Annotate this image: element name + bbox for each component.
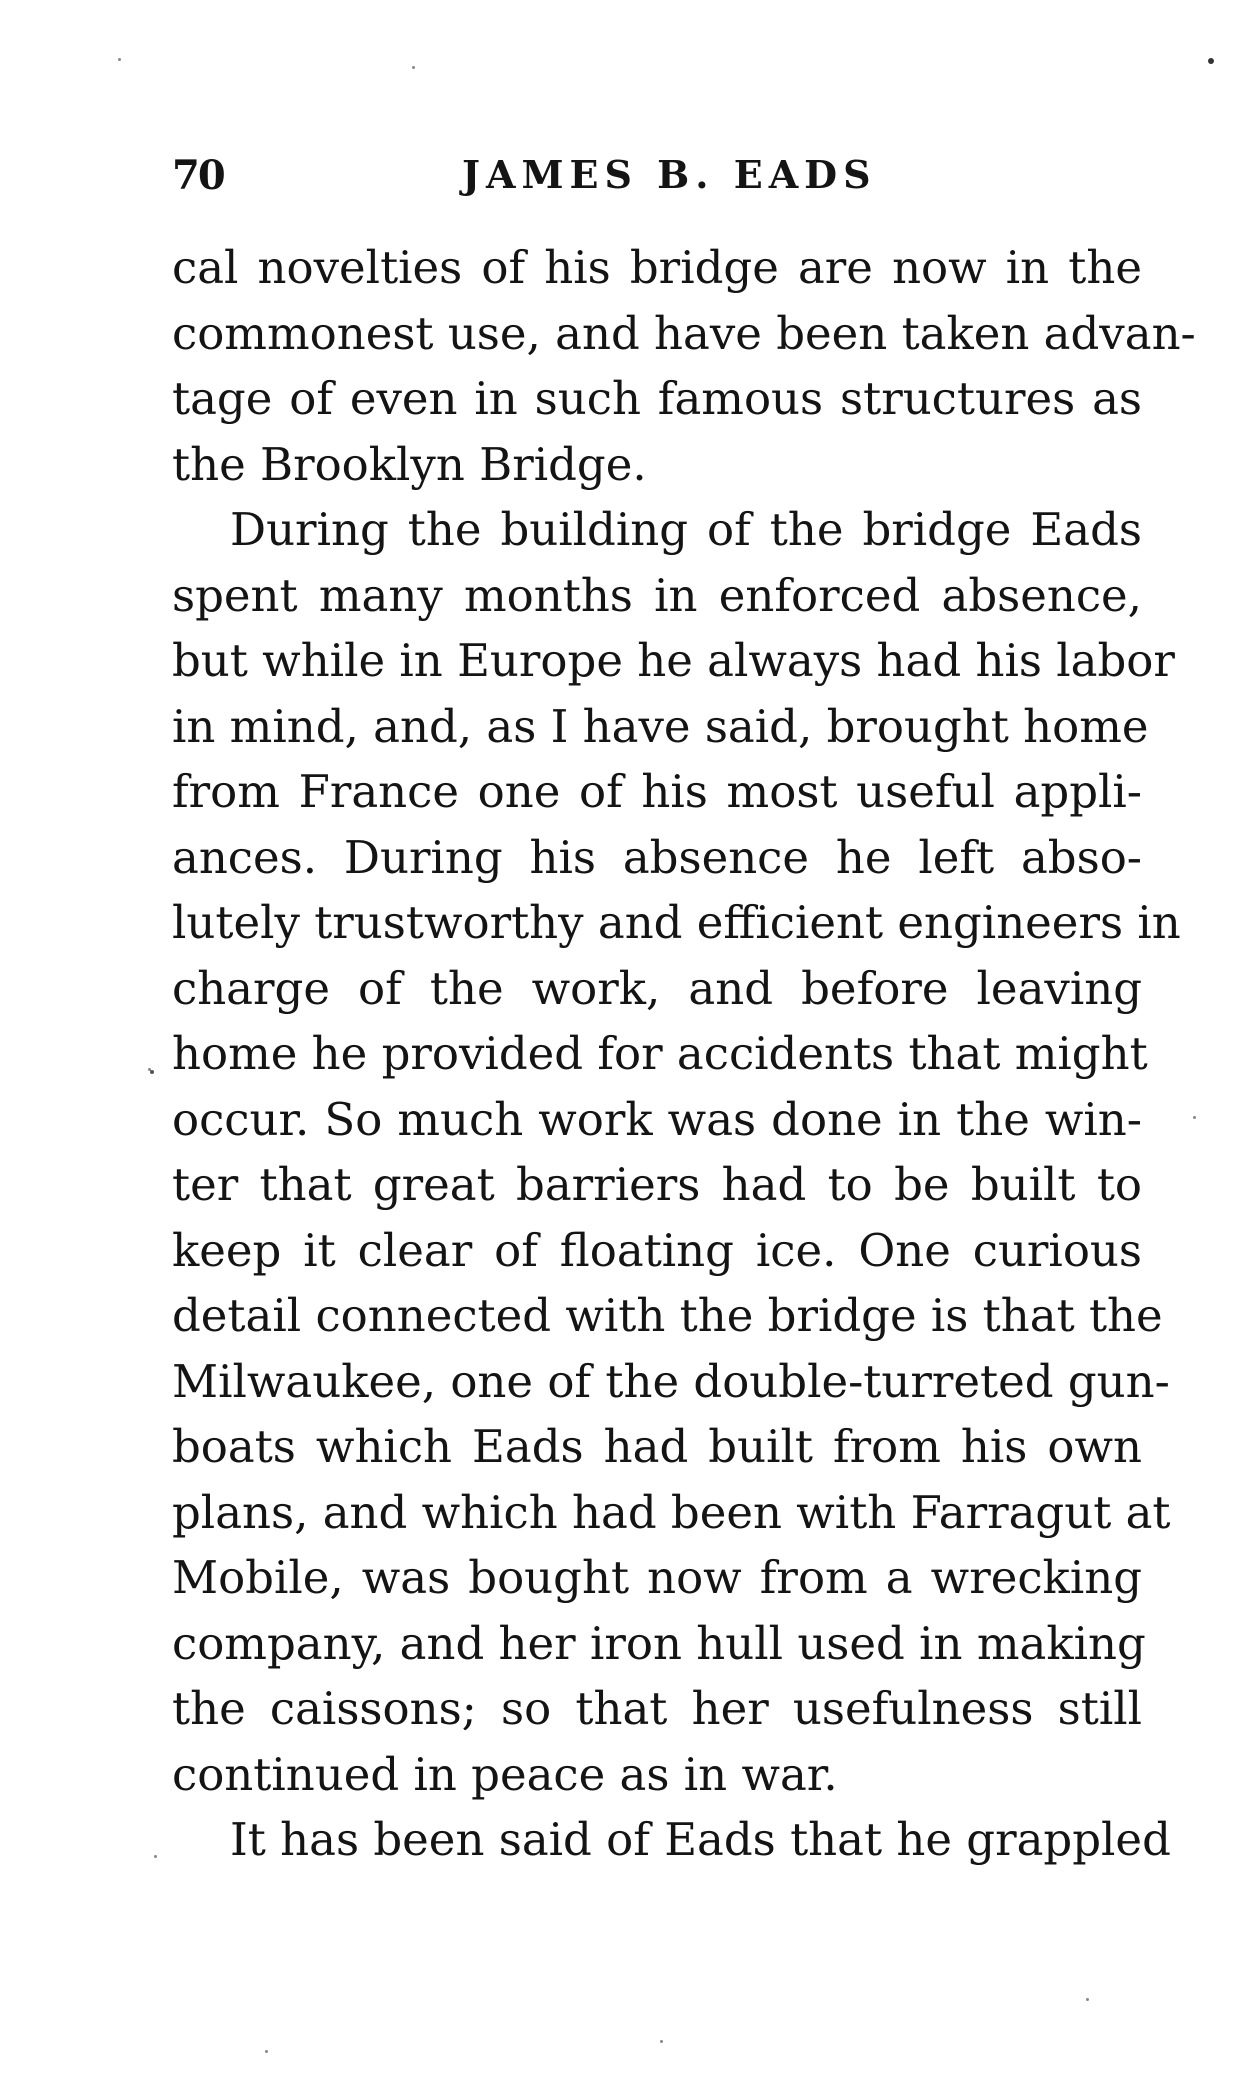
text-line: from France one of his most useful appli- xyxy=(172,765,1142,818)
text-line: plans, and which had been with Farragut at xyxy=(172,1485,1171,1539)
running-title: JAMES B. EADS xyxy=(462,152,877,197)
text-line: ances. During his absence he left abso- xyxy=(172,830,1142,884)
text-line: commonest use, and have been taken advan- xyxy=(172,306,1196,360)
text-line: lutely trustworthy and efficient engineers in xyxy=(172,896,1181,949)
print-speck xyxy=(1086,1998,1089,2001)
text-line: charge of the work, and before leaving xyxy=(172,961,1142,1015)
print-speck xyxy=(265,2050,268,2053)
text-line: cal novelties of his bridge are now in the xyxy=(172,241,1142,294)
print-speck xyxy=(660,2040,663,2043)
text-line: occur. So much work was done in the win- xyxy=(172,1092,1142,1146)
text-line: but while in Europe he always had his labor xyxy=(172,634,1175,687)
print-speck xyxy=(150,1070,154,1074)
text-line: home he provided for accidents that might xyxy=(172,1027,1148,1080)
text-line: the Brooklyn Bridge. xyxy=(172,437,647,491)
text-line: tage of even in such famous structures as xyxy=(172,372,1142,425)
page-number: 70 xyxy=(172,152,224,199)
running-header xyxy=(172,152,1172,212)
text-line: During the building of the bridge Eads xyxy=(230,503,1142,556)
text-line: boats which Eads had built from his own xyxy=(172,1420,1142,1473)
text-line: Milwaukee, one of the double-turreted gun- xyxy=(172,1354,1170,1408)
print-speck xyxy=(1193,1116,1196,1119)
text-line: keep it clear of floating ice. One curious xyxy=(172,1223,1142,1277)
text-line: spent many months in enforced absence, xyxy=(172,568,1142,622)
text-line: Mobile, was bought now from a wrecking xyxy=(172,1551,1142,1604)
print-speck xyxy=(118,58,121,61)
text-line: It has been said of Eads that he grappled xyxy=(230,1813,1171,1866)
text-line: the caissons; so that her usefulness still xyxy=(172,1682,1142,1735)
print-speck xyxy=(1208,58,1214,64)
text-line: company, and her iron hull used in making xyxy=(172,1616,1146,1670)
text-line: in mind, and, as I have said, brought home xyxy=(172,699,1149,753)
text-line: detail connected with the bridge is that the xyxy=(172,1289,1163,1342)
print-speck xyxy=(412,66,415,69)
body-text xyxy=(172,235,1196,1873)
text-line: ter that great barriers had to be built to xyxy=(172,1158,1142,1211)
text-line: continued in peace as in war. xyxy=(172,1747,838,1801)
print-speck xyxy=(154,1855,157,1858)
